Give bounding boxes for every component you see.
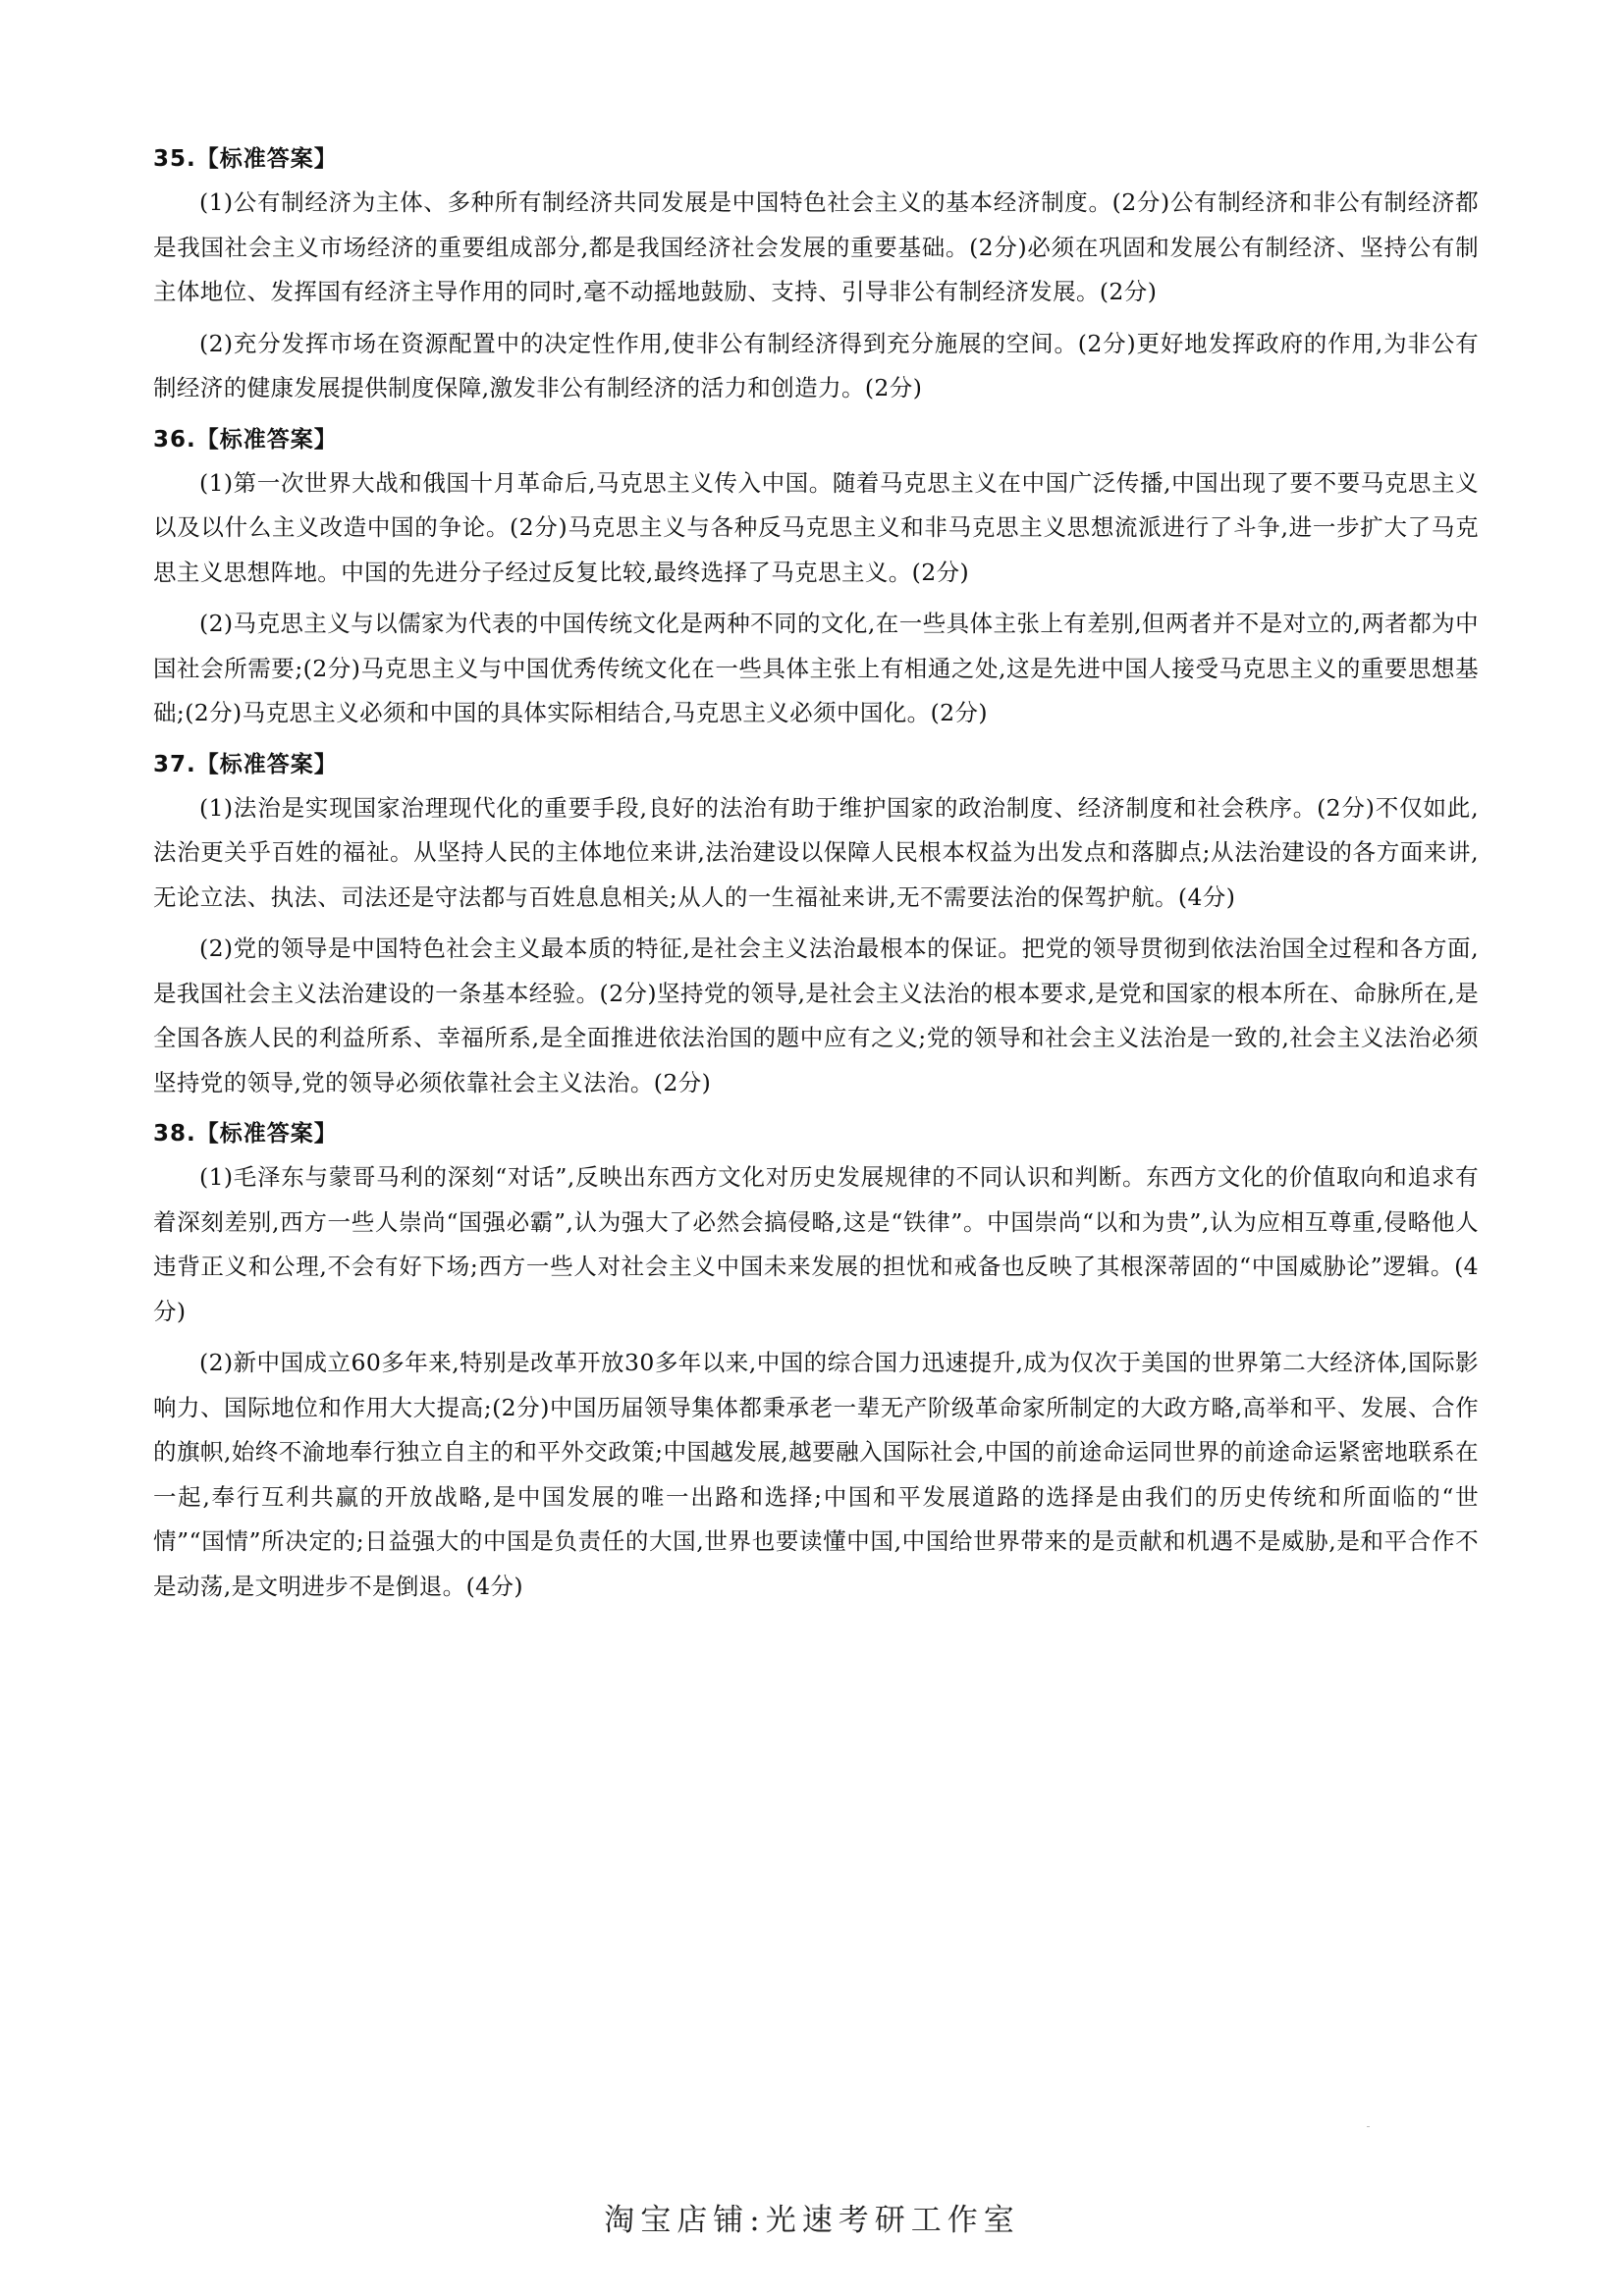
- section-heading: 38.【标准答案】: [153, 1121, 338, 1147]
- section-heading: 36.【标准答案】: [153, 426, 338, 453]
- answer-paragraph: (1)毛泽东与蒙哥马利的深刻“对话”,反映出东西方文化对历史发展规律的不同认识和判断。东西方文化的价值取向和追求有着深刻差别,西方一些人崇尚“国强必霸”,认为强大了必然会搞侵略,这是“铁律”。中国崇尚“以和为贵”,认为应相互尊重,侵略他人违背正义和公理,不会有好下场;西方一些人对社会主义中国未来发展的担忧和戒备也反映了其根深蒂固的“中国威胁论”逻辑。(4分): [153, 1163, 1479, 1325]
- answer-paragraph: (2)新中国成立60多年来,特别是改革开放30多年以来,中国的综合国力迅速提升,成为仅次于美国的世界第二大经济体,国际影响力、国际地位和作用大大提高;(2分)中国历届领导集体都秉承老一辈无产阶级革命家所制定的大政方略,高举和平、发展、合作的旗帜,始终不渝地奉行独立自主的和平外交政策;中国越发展,越要融入国际社会,中国的前途命运同世界的前途命运紧密地联系在一起,奉行互利共赢的开放战略,是中国发展的唯一出路和选择;中国和平发展道路的选择是由我们的历史传统和所面临的“世情”“国情”所决定的;日益强大的中国是负责任的大国,世界也要读懂中国,中国给世界带来的是贡献和机遇不是威胁,是和平合作不是动荡,是文明进步不是倒退。(4分): [153, 1349, 1479, 1600]
- shop-footer: 淘宝店铺:光速考研工作室: [604, 2203, 1020, 2238]
- answer-document: [153, 137, 1479, 1616]
- answer-paragraph: (2)马克思主义与以儒家为代表的中国传统文化是两种不同的文化,在一些具体主张上有差别,但两者并不是对立的,两者都为中国社会所需要;(2分)马克思主义与中国优秀传统文化在一些具体主张上有相通之处,这是先进中国人接受马克思主义的重要思想基础;(2分)马克思主义必须和中国的具体实际相结合,马克思主义必须中国化。(2分): [153, 610, 1479, 726]
- answer-paragraph: (1)第一次世界大战和俄国十月革命后,马克思主义传入中国。随着马克思主义在中国广泛传播,中国出现了要不要马克思主义以及以什么主义改造中国的争论。(2分)马克思主义与各种反马克思主义和非马克思主义思想流派进行了斗争,进一步扩大了马克思主义思想阵地。中国的先进分子经过反复比较,最终选择了马克思主义。(2分): [153, 468, 1479, 586]
- answer-section-35: [153, 137, 1479, 411]
- answer-paragraph: (2)充分发挥市场在资源配置中的决定性作用,使非公有制经济得到充分施展的空间。(2分)更好地发挥政府的作用,为非公有制经济的健康发展提供制度保障,激发非公有制经济的活力和创造力。(2分): [153, 329, 1479, 401]
- section-heading: 37.【标准答案】: [153, 751, 338, 777]
- answer-paragraph: (1)公有制经济为主体、多种所有制经济共同发展是中国特色社会主义的基本经济制度。(2分)公有制经济和非公有制经济都是我国社会主义市场经济的重要组成部分,都是我国经济社会发展的重要基础。(2分)必须在巩固和发展公有制经济、坚持公有制主体地位、发挥国有经济主导作用的同时,毫不动摇地鼓励、支持、引导非公有制经济发展。(2分): [153, 188, 1479, 305]
- answer-section-37: [153, 743, 1479, 1106]
- answer-section-38: [153, 1112, 1479, 1609]
- answer-paragraph: (1)法治是实现国家治理现代化的重要手段,良好的法治有助于维护国家的政治制度、经济制度和社会秩序。(2分)不仅如此,法治更关乎百姓的福祉。从坚持人民的主体地位来讲,法治建设以保障人民根本权益为出发点和落脚点;从法治建设的各方面来讲,无论立法、执法、司法还是守法都与百姓息息相关;从人的一生福祉来讲,无不需要法治的保驾护航。(4分): [153, 793, 1479, 911]
- section-heading: 35.【标准答案】: [153, 146, 338, 172]
- answer-paragraph: (2)党的领导是中国特色社会主义最本质的特征,是社会主义法治最根本的保证。把党的领导贯彻到依法治国全过程和各方面,是我国社会主义法治建设的一条基本经验。(2分)坚持党的领导,是社会主义法治的根本要求,是党和国家的根本所在、命脉所在,是全国各族人民的利益所系、幸福所系,是全面推进依法治国的题中应有之义;党的领导和社会主义法治是一致的,社会主义法治必须坚持党的领导,党的领导必须依靠社会主义法治。(2分): [153, 934, 1479, 1096]
- scan-speck: [1367, 2126, 1370, 2127]
- answer-section-36: [153, 418, 1479, 736]
